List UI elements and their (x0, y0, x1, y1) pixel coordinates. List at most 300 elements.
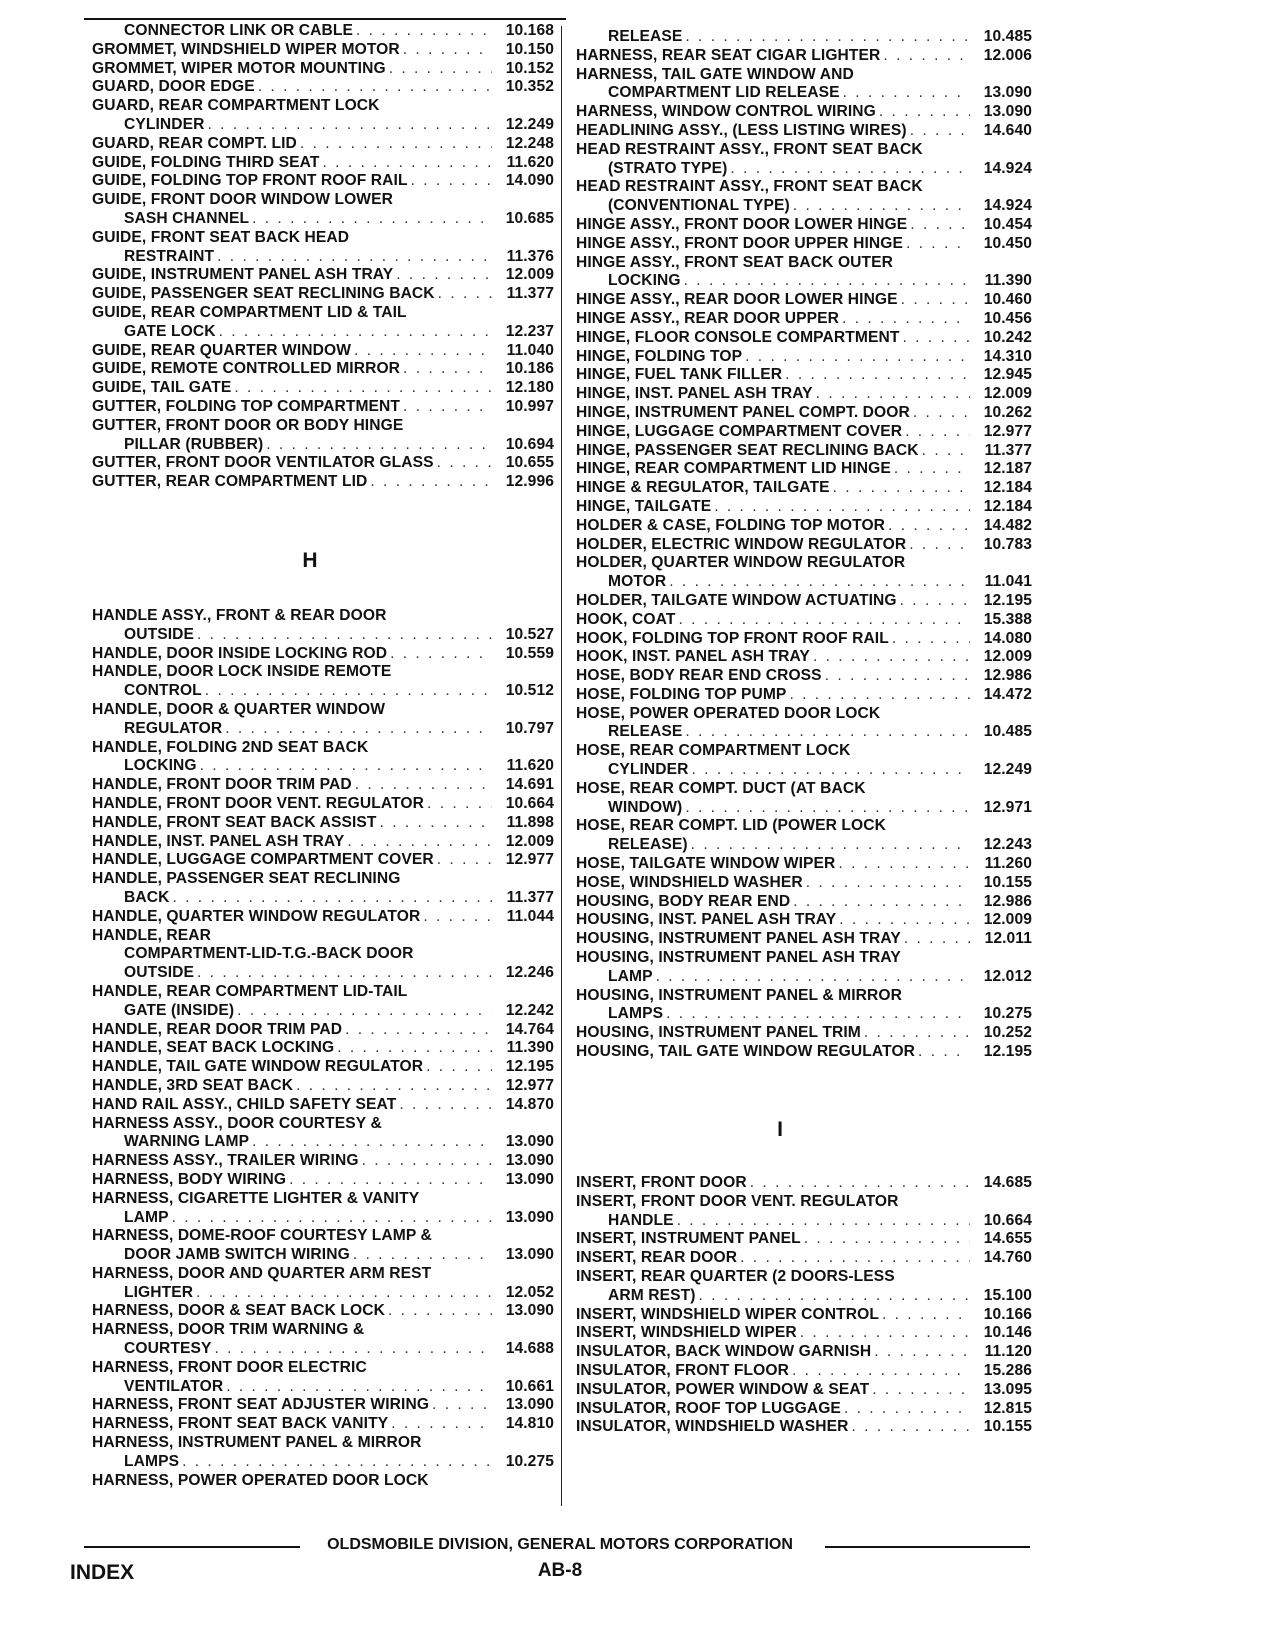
index-entry (576, 1230, 1032, 1249)
entry-page-number: 10.450 (983, 234, 1032, 252)
index-entry (92, 379, 554, 398)
entry-page-number: 12.011 (984, 930, 1032, 948)
index-entry (92, 964, 554, 983)
dot-leader (393, 191, 492, 210)
index-entry (576, 1024, 1032, 1043)
entry-text: HANDLE, REAR COMPARTMENT LID-TAIL (92, 982, 408, 1000)
dot-leader (231, 379, 492, 398)
dot-leader (727, 160, 970, 179)
entry-text: MOTOR (608, 573, 667, 591)
dot-leader (403, 417, 492, 436)
dot-leader (434, 851, 492, 870)
entry-text: HINGE & REGULATOR, TAILGATE (576, 479, 830, 497)
index-entry (92, 1171, 554, 1190)
entry-text: HARNESS, DOOR AND QUARTER ARM REST (92, 1264, 432, 1282)
index-entry (576, 799, 1032, 818)
entry-page-number: 14.924 (983, 159, 1032, 177)
entry-page-number: 10.456 (983, 309, 1032, 327)
entry-page-number: 13.090 (983, 103, 1032, 121)
entry-text: HARNESS ASSY., TRAILER WIRING (92, 1152, 359, 1170)
dot-leader (429, 1472, 492, 1491)
dot-leader (169, 1209, 492, 1228)
entry-text: HANDLE ASSY., FRONT & REAR DOOR (92, 607, 387, 624)
dot-leader (893, 254, 970, 273)
entry-text: GUIDE, FOLDING TOP FRONT ROOF RAIL (92, 172, 408, 190)
dot-leader (899, 329, 970, 348)
index-entry (576, 366, 1032, 385)
index-entry (576, 141, 1032, 160)
index-entry (92, 1209, 554, 1228)
entry-page-number: 12.977 (505, 1076, 554, 1094)
entry-page-number: 13.090 (505, 1208, 554, 1226)
index-entry (92, 1434, 554, 1453)
entry-text: COURTESY (124, 1340, 212, 1358)
entry-page-number: 12.977 (983, 422, 1032, 440)
entry-page-number: 10.262 (983, 403, 1032, 421)
entry-text: GUTTER, FRONT DOOR VENTILATOR GLASS (92, 454, 434, 472)
index-entry (92, 1096, 554, 1115)
entry-text: HANDLE, DOOR LOCK INSIDE REMOTE (92, 663, 392, 681)
index-entry (92, 701, 554, 720)
index-entry (92, 60, 554, 79)
index-entry (576, 630, 1032, 649)
entry-page-number: 12.815 (983, 1399, 1032, 1417)
index-entry (92, 398, 554, 417)
entry-page-number: 12.242 (505, 1001, 554, 1019)
entry-page-number: 10.783 (983, 535, 1032, 553)
dot-leader (797, 1324, 970, 1343)
entry-text: HOOK, COAT (576, 610, 676, 628)
index-entry (576, 893, 1032, 912)
entry-text: HOLDER, ELECTRIC WINDOW REGULATOR (576, 535, 907, 553)
entry-text: HINGE ASSY., FRONT DOOR LOWER HINGE (576, 215, 908, 233)
index-entry (576, 442, 1032, 461)
index-entry (576, 254, 1032, 273)
dot-leader (386, 60, 492, 79)
dot-leader (349, 229, 492, 248)
entry-text: HEADLINING ASSY., (LESS LISTING WIRES) (576, 121, 907, 139)
entry-text: INSERT, REAR QUARTER (2 DOORS-LESS (576, 1267, 895, 1285)
index-entry (92, 908, 554, 927)
dot-leader (352, 776, 492, 795)
entry-page-number: 11.040 (506, 341, 554, 359)
entry-page-number: 12.945 (983, 366, 1032, 384)
index-entry (92, 757, 554, 776)
entry-page-number: 12.249 (505, 115, 554, 133)
dot-leader (839, 310, 970, 329)
entry-page-number: 10.155 (983, 1418, 1032, 1436)
index-entry (92, 682, 554, 701)
dot-leader (351, 342, 492, 361)
index-entry (92, 626, 554, 645)
entry-page-number: 10.166 (983, 1305, 1032, 1323)
entry-page-number: 14.764 (505, 1020, 554, 1038)
entry-text: HOUSING, BODY REAR END (576, 892, 791, 910)
entry-page-number: 10.559 (505, 644, 554, 662)
entry-page-number: 10.485 (983, 723, 1032, 741)
index-entry (576, 987, 1032, 1006)
top-rule (84, 18, 566, 20)
index-entry (576, 667, 1032, 686)
right-column-i (576, 1174, 1032, 1437)
dot-leader (682, 799, 970, 818)
index-entry (92, 776, 554, 795)
entry-page-number: 11.260 (984, 855, 1032, 873)
dot-leader (803, 874, 970, 893)
dot-leader (689, 761, 970, 780)
index-entry (576, 47, 1032, 66)
dot-leader (407, 983, 492, 1002)
entry-page-number: 12.986 (983, 667, 1032, 685)
dot-leader (424, 795, 492, 814)
dot-leader (434, 454, 492, 473)
dot-leader (407, 304, 492, 323)
entry-page-number: 12.009 (505, 832, 554, 850)
dot-leader (359, 1152, 492, 1171)
index-entry (92, 645, 554, 664)
index-entry (576, 329, 1032, 348)
entry-text: HINGE, FOLDING TOP (576, 347, 743, 365)
index-entry (576, 611, 1032, 630)
entry-text: HARNESS, DOOR & SEAT BACK LOCK (92, 1302, 385, 1320)
entry-page-number: 11.390 (984, 272, 1032, 290)
entry-text: RESTRAINT (124, 247, 215, 265)
entry-text: HANDLE, TAIL GATE WINDOW REGULATOR (92, 1058, 424, 1076)
index-entry (576, 648, 1032, 667)
dot-leader (216, 323, 492, 342)
entry-text: HINGE, FLOOR CONSOLE COMPARTMENT (576, 328, 900, 346)
dot-leader (382, 1115, 492, 1134)
entry-page-number: 12.195 (983, 591, 1032, 609)
entry-text: GUARD, DOOR EDGE (92, 78, 255, 96)
index-entry (92, 1321, 554, 1340)
index-entry (92, 607, 554, 626)
dot-leader (380, 97, 492, 116)
entry-text: GUIDE, TAIL GATE (92, 379, 232, 397)
index-entry (92, 1227, 554, 1246)
entry-page-number: 12.248 (505, 134, 554, 152)
entry-page-number: 12.184 (983, 479, 1032, 497)
entry-text: HOSE, REAR COMPT. LID (POWER LOCK (576, 817, 886, 835)
dot-leader (202, 682, 492, 701)
index-entry (576, 1268, 1032, 1287)
index-entry (92, 41, 554, 60)
entry-text: GUIDE, REAR COMPARTMENT LID & TAIL (92, 303, 407, 321)
entry-page-number: 12.971 (983, 798, 1032, 816)
index-entry (576, 705, 1032, 724)
dot-leader (297, 135, 492, 154)
entry-page-number: 13.090 (505, 1170, 554, 1188)
entry-text: HOOK, FOLDING TOP FRONT ROOF RAIL (576, 629, 889, 647)
entry-text: HARNESS, REAR SEAT CIGAR LIGHTER (576, 46, 881, 64)
index-entry (92, 1115, 554, 1134)
dot-leader (205, 116, 492, 135)
entry-page-number: 10.664 (983, 1211, 1032, 1229)
entry-text: INSERT, FRONT DOOR (576, 1174, 747, 1191)
index-entry (92, 1039, 554, 1058)
entry-page-number: 15.388 (983, 610, 1032, 628)
entry-page-number: 10.275 (505, 1452, 554, 1470)
entry-text: (STRATO TYPE) (608, 159, 728, 177)
entry-text: LAMP (124, 1208, 169, 1226)
index-entry (576, 460, 1032, 479)
dot-leader (223, 1378, 492, 1397)
entry-text: CONTROL (124, 682, 202, 700)
left-column-top-list (92, 22, 554, 492)
dot-leader (255, 78, 492, 97)
entry-text: HINGE ASSY., REAR DOOR LOWER HINGE (576, 291, 898, 309)
index-entry (92, 78, 554, 97)
entry-text: HOLDER & CASE, FOLDING TOP MOTOR (576, 516, 886, 534)
dot-leader (334, 1039, 492, 1058)
entry-text: CYLINDER (124, 115, 205, 133)
entry-page-number: 11.120 (984, 1343, 1032, 1361)
entry-page-number: 12.977 (505, 851, 554, 869)
index-entry (92, 1302, 554, 1321)
dot-leader (675, 611, 970, 630)
entry-page-number: 11.377 (984, 441, 1032, 459)
entry-text: ARM REST) (608, 1286, 696, 1304)
entry-page-number: 10.485 (983, 28, 1032, 45)
entry-page-number: 14.655 (983, 1230, 1032, 1248)
index-entry (92, 342, 554, 361)
index-entry (576, 310, 1032, 329)
entry-text: GUIDE, FOLDING THIRD SEAT (92, 153, 320, 171)
right-column-h-list (576, 28, 1032, 1062)
index-entry (92, 1133, 554, 1152)
section-letter-h: H (302, 549, 318, 572)
dot-leader (421, 1434, 492, 1453)
entry-text: COMPARTMENT-LID-T.G.-BACK DOOR (124, 945, 414, 963)
entry-page-number: 11.044 (506, 907, 554, 925)
dot-leader (876, 103, 970, 122)
index-entry (92, 210, 554, 229)
dot-leader (420, 908, 492, 927)
index-entry (576, 291, 1032, 310)
dot-leader (822, 667, 970, 686)
dot-leader (891, 460, 970, 479)
entry-text: HANDLE, 3RD SEAT BACK (92, 1076, 294, 1094)
entry-text: HANDLE, PASSENGER SEAT RECLINING (92, 870, 401, 888)
entry-text: HOSE, REAR COMPT. DUCT (AT BACK (576, 779, 866, 797)
index-entry (576, 1306, 1032, 1325)
entry-page-number: 14.924 (983, 197, 1032, 215)
entry-text: GUIDE, REAR QUARTER WINDOW (92, 341, 352, 359)
dot-leader (836, 911, 970, 930)
dot-leader (214, 248, 492, 267)
entry-text: HARNESS, FRONT SEAT BACK VANITY (92, 1415, 389, 1433)
dot-leader (696, 1287, 970, 1306)
entry-text: GROMMET, WIPER MOTOR MOUNTING (92, 59, 386, 77)
entry-text: HEAD RESTRAINT ASSY., FRONT SEAT BACK (576, 178, 923, 196)
index-entry (576, 160, 1032, 179)
entry-page-number: 14.685 (983, 1174, 1032, 1191)
entry-page-number: 13.090 (505, 1152, 554, 1170)
entry-page-number: 14.870 (505, 1095, 554, 1113)
entry-page-number: 12.249 (983, 761, 1032, 779)
entry-text: HOSE, POWER OPERATED DOOR LOCK (576, 704, 881, 722)
entry-text: INSERT, WINDSHIELD WIPER (576, 1324, 797, 1342)
entry-page-number: 10.152 (505, 59, 554, 77)
index-entry (576, 761, 1032, 780)
entry-text: GROMMET, WINDSHIELD WIPER MOTOR (92, 40, 400, 58)
index-entry (92, 172, 554, 191)
dot-leader (905, 554, 970, 573)
index-entry (92, 1077, 554, 1096)
entry-text: OUTSIDE (124, 964, 195, 982)
entry-text: HANDLE, LUGGAGE COMPARTMENT COVER (92, 851, 434, 869)
dot-leader (435, 285, 492, 304)
entry-text: GATE (INSIDE) (124, 1001, 235, 1019)
index-entry (92, 1002, 554, 1021)
dot-leader (211, 1340, 492, 1359)
dot-leader (249, 210, 492, 229)
dot-leader (907, 216, 970, 235)
entry-page-number: 12.246 (505, 964, 554, 982)
index-entry (92, 135, 554, 154)
dot-leader (653, 968, 970, 987)
dot-leader (385, 701, 492, 720)
index-entry (92, 191, 554, 210)
index-entry (576, 479, 1032, 498)
dot-leader (901, 930, 970, 949)
dot-leader (902, 987, 970, 1006)
index-entry (92, 945, 554, 964)
index-entry (92, 1453, 554, 1472)
entry-page-number: 15.100 (983, 1286, 1032, 1304)
index-entry (92, 154, 554, 173)
index-entry (576, 1193, 1032, 1212)
index-entry (92, 417, 554, 436)
dot-leader (919, 442, 970, 461)
entry-page-number: 10.275 (983, 1005, 1032, 1023)
index-entry (92, 739, 554, 758)
dot-leader (871, 1343, 970, 1362)
entry-page-number: 10.352 (505, 78, 554, 96)
dot-leader (367, 473, 492, 492)
entry-page-number: 12.009 (505, 266, 554, 284)
index-entry (92, 285, 554, 304)
index-entry (92, 229, 554, 248)
entry-text: PILLAR (RUBBER) (124, 435, 264, 453)
entry-page-number: 10.661 (505, 1377, 554, 1395)
index-entry (576, 930, 1032, 949)
dot-leader (387, 645, 492, 664)
entry-text: HOSE, TAILGATE WINDOW WIPER (576, 855, 836, 873)
dot-leader (869, 1381, 970, 1400)
dot-leader (681, 272, 970, 291)
dot-leader (353, 22, 492, 41)
entry-text: INSULATOR, ROOF TOP LUGGAGE (576, 1399, 841, 1417)
index-entry (92, 1152, 554, 1171)
entry-text: LAMPS (124, 1452, 180, 1470)
entry-page-number: 11.898 (506, 813, 554, 831)
entry-text: HANDLE, REAR DOOR TRIM PAD (92, 1020, 343, 1038)
entry-text: VENTILATOR (124, 1377, 224, 1395)
entry-page-number: 10.242 (983, 328, 1032, 346)
entry-text: GUTTER, FOLDING TOP COMPARTMENT (92, 397, 401, 415)
entry-text: HOSE, REAR COMPARTMENT LOCK (576, 742, 851, 760)
dot-leader (840, 84, 970, 103)
entry-page-number: 12.180 (505, 379, 554, 397)
entry-page-number: 12.052 (505, 1283, 554, 1301)
dot-leader (901, 949, 970, 968)
entry-text: HOLDER, QUARTER WINDOW REGULATOR (576, 554, 906, 572)
index-entry (576, 1381, 1032, 1400)
entry-page-number: 11.377 (506, 285, 554, 303)
entry-text: DOOR JAMB SWITCH WIRING (124, 1246, 350, 1264)
entry-text: HAND RAIL ASSY., CHILD SAFETY SEAT (92, 1095, 397, 1113)
dot-leader (849, 1418, 970, 1437)
entry-page-number: 12.195 (983, 1043, 1032, 1061)
dot-leader (835, 855, 970, 874)
dot-leader (915, 1043, 970, 1062)
entry-page-number: 14.688 (505, 1340, 554, 1358)
entry-text: HOUSING, INST. PANEL ASH TRAY (576, 911, 837, 929)
entry-text: LAMP (608, 967, 653, 985)
dot-leader (222, 720, 492, 739)
dot-leader (813, 385, 970, 404)
entry-text: WARNING LAMP (124, 1133, 250, 1151)
entry-page-number: 11.376 (506, 247, 554, 265)
index-entry (576, 103, 1032, 122)
entry-text: GUTTER, FRONT DOOR OR BODY HINGE (92, 416, 404, 434)
index-entry (92, 473, 554, 492)
entry-text: HARNESS, FRONT DOOR ELECTRIC (92, 1358, 367, 1376)
dot-leader (737, 1249, 970, 1268)
dot-leader (249, 1133, 492, 1152)
dot-leader (234, 1002, 492, 1021)
index-entry (576, 66, 1032, 85)
entry-text: WINDOW) (608, 798, 683, 816)
section-letter-i: I (777, 1118, 783, 1141)
entry-page-number: 14.760 (983, 1249, 1032, 1267)
entry-page-number: 12.996 (505, 473, 554, 491)
index-entry (92, 323, 554, 342)
entry-page-number: 12.195 (505, 1058, 554, 1076)
entry-text: HINGE, PASSENGER SEAT RECLINING BACK (576, 441, 919, 459)
dot-leader (866, 780, 970, 799)
entry-page-number: 12.009 (983, 911, 1032, 929)
left-column-h (92, 607, 554, 1490)
entry-page-number: 10.685 (505, 209, 554, 227)
index-entry (92, 22, 554, 41)
dot-leader (880, 705, 970, 724)
index-entry (576, 554, 1032, 573)
entry-text: HANDLE, SEAT BACK LOCKING (92, 1039, 335, 1057)
entry-page-number: 10.655 (505, 454, 554, 472)
dot-leader (388, 1415, 492, 1434)
dot-leader (319, 154, 492, 173)
entry-text: GUIDE, FRONT DOOR WINDOW LOWER (92, 191, 393, 209)
entry-text: RELEASE (608, 723, 683, 741)
dot-leader (342, 1021, 492, 1040)
entry-page-number: 10.527 (505, 625, 554, 643)
dot-leader (907, 122, 970, 141)
entry-text: LIGHTER (124, 1283, 194, 1301)
entry-page-number: 10.252 (983, 1024, 1032, 1042)
dot-leader (663, 1005, 970, 1024)
entry-text: (CONVENTIONAL TYPE) (608, 197, 790, 215)
entry-page-number: 12.243 (983, 836, 1032, 854)
index-entry (576, 1287, 1032, 1306)
index-entry (576, 1343, 1032, 1362)
index-entry (576, 836, 1032, 855)
index-entry (92, 889, 554, 908)
entry-text: HANDLE, INST. PANEL ASH TRAY (92, 832, 345, 850)
index-entry (92, 97, 554, 116)
dot-leader (801, 1230, 970, 1249)
